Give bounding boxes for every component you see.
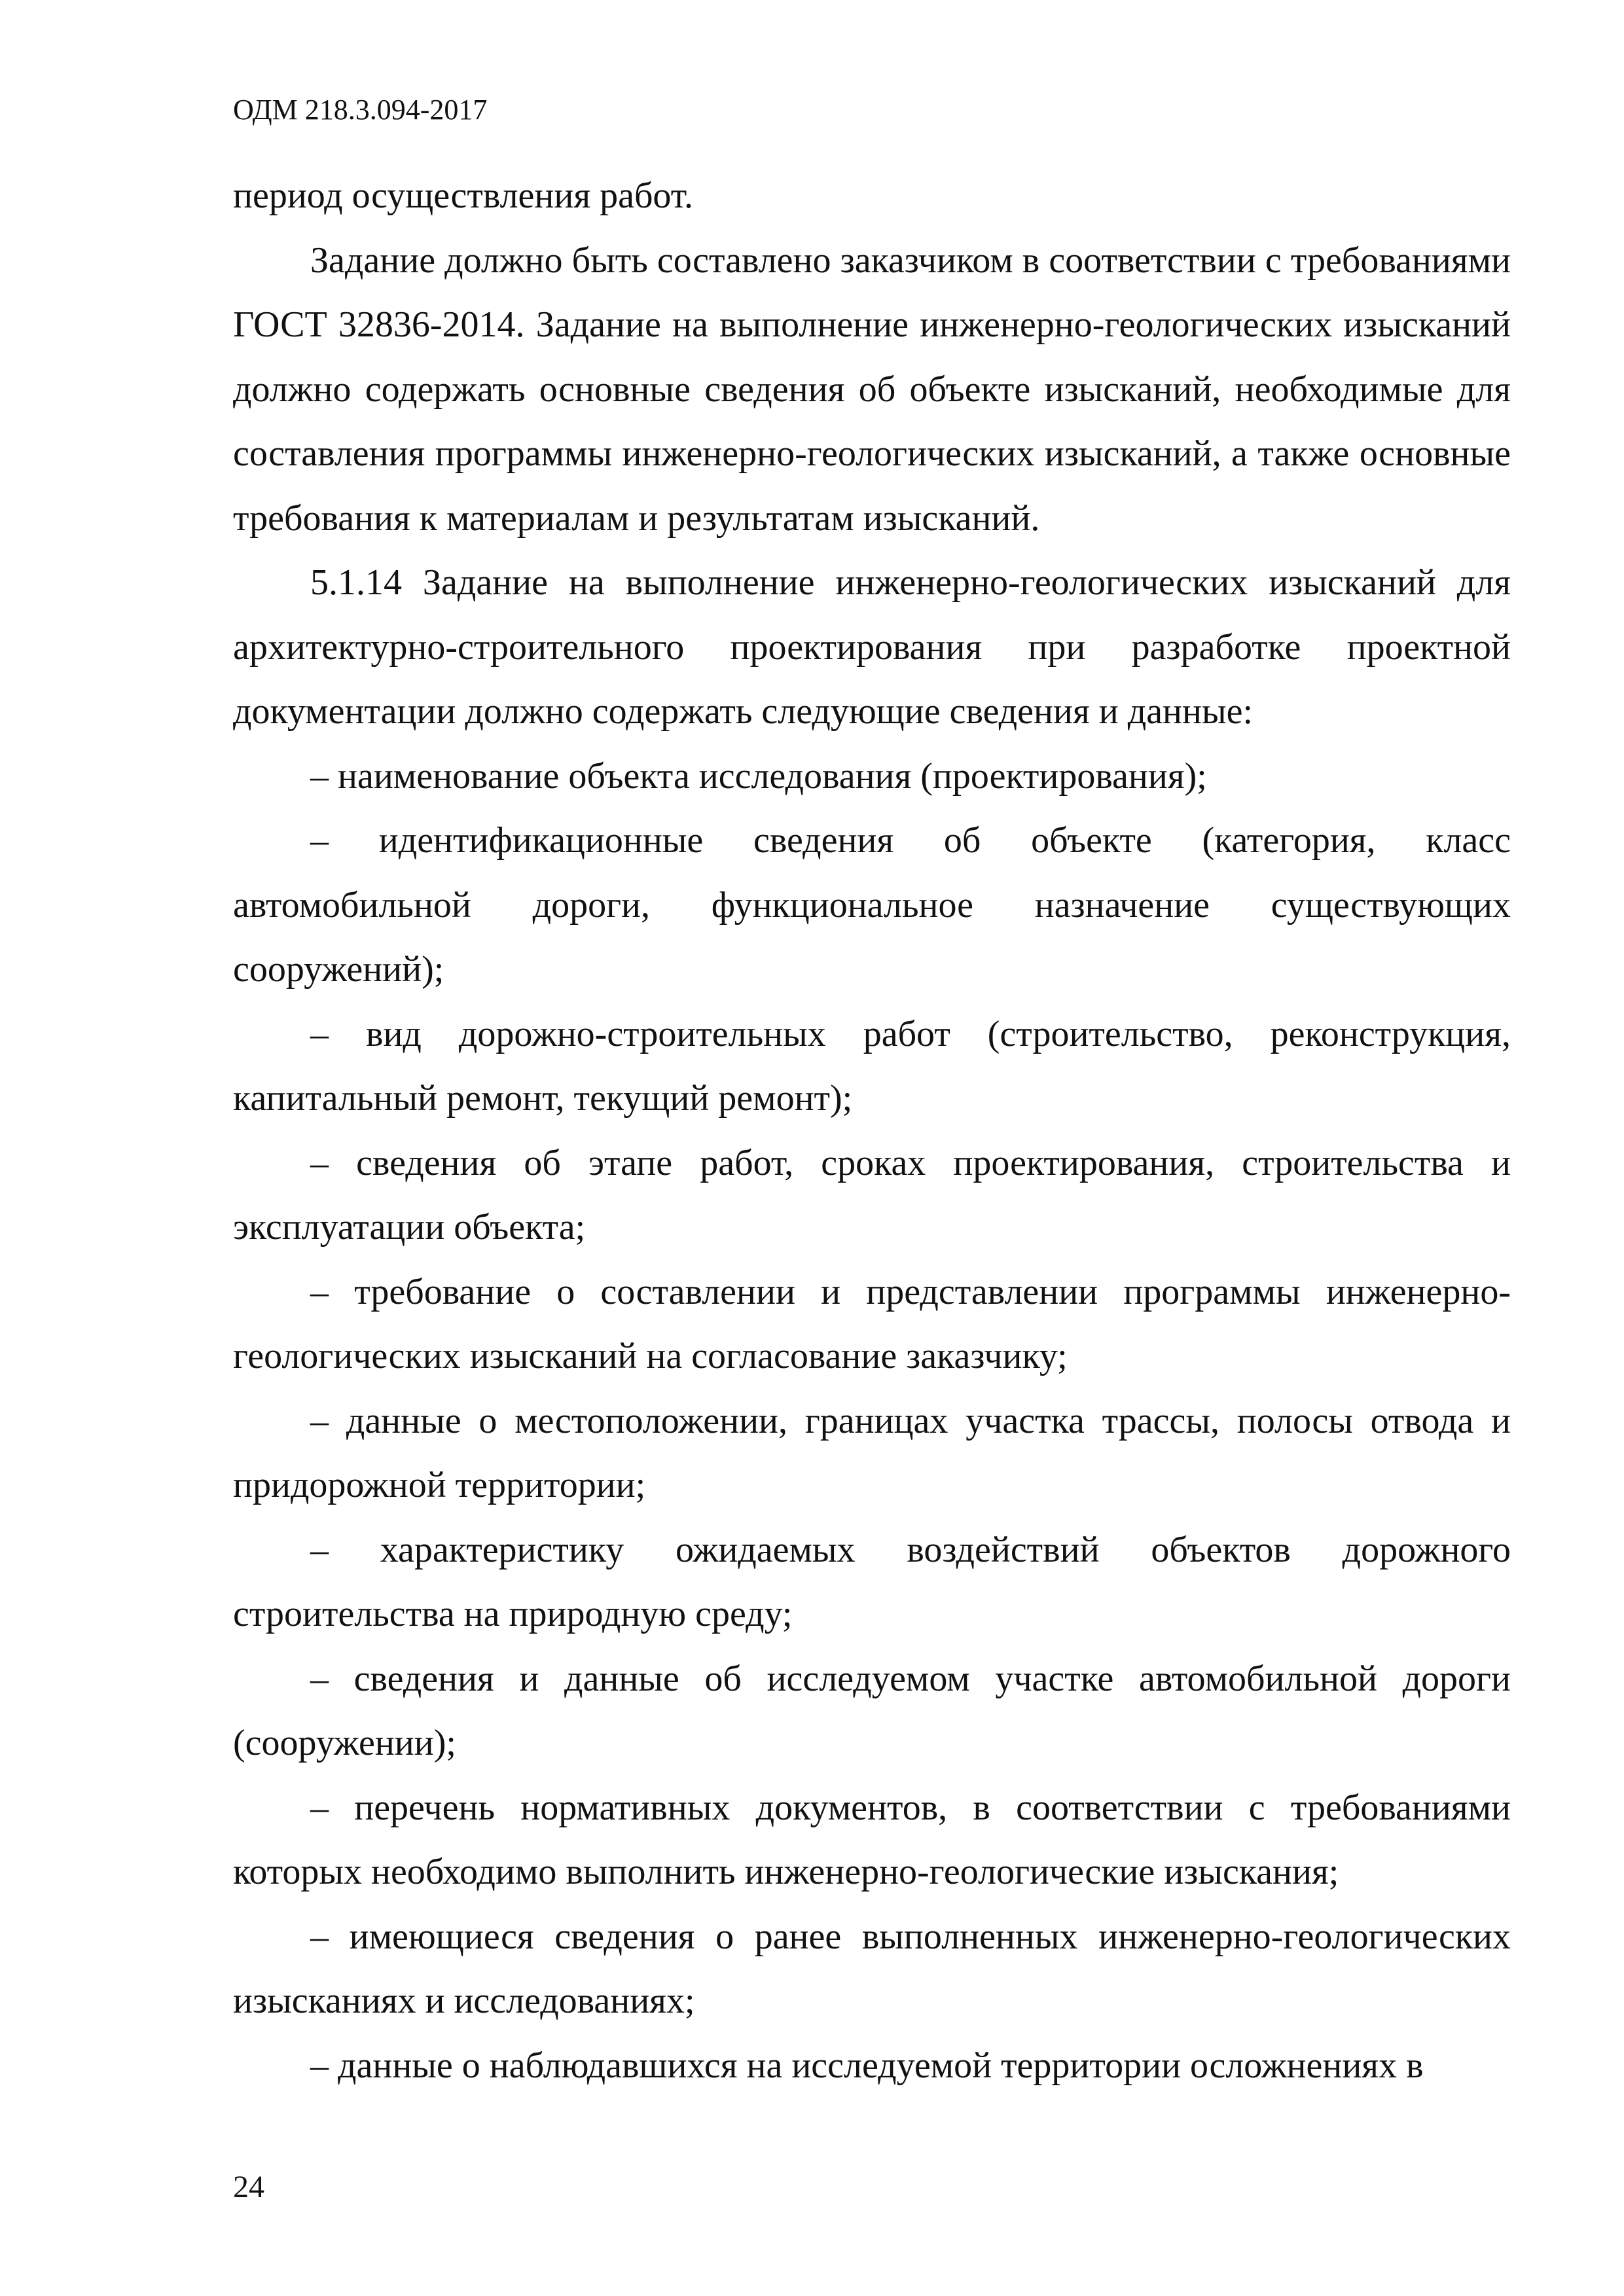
page-number: 24 [233,2170,264,2204]
list-item: – характеристику ожидаемых воздействий объектов дорожного строительства на природную среду; [233,1529,1511,1634]
list-item: – имеющиеся сведения о ранее выполненных инженерно-геологических изысканиях и исследованиях; [233,1916,1511,2021]
list-item: – данные о местоположении, границах участка трассы, полосы отвода и придорожной территории; [233,1400,1511,1505]
list-item: – сведения об этапе работ, сроках проектирования, строительства и эксплуатации объекта; [233,1142,1511,1247]
document-code-header: ОДМ 218.3.094-2017 [233,94,488,126]
list-item: – идентификационные сведения об объекте (категория, класс автомобильной дороги, функциональное назначение существующих сооружений); [233,820,1511,990]
list-item: – требование о составлении и представлении программы инженерно-геологических изысканий на согласование заказчику; [233,1271,1511,1376]
list-item: – вид дорожно-строительных работ (строительство, реконструкция, капитальный ремонт, текущий ремонт); [233,1013,1511,1119]
list-item: – перечень нормативных документов, в соответствии с требованиями которых необходимо выполнить инженерно-геологические изыскания; [233,1787,1511,1892]
body-text [233,164,1511,2098]
list-item: – наименование объекта исследования (проектирования); [310,755,1207,797]
paragraph-continuation: период осуществления работ. [233,175,693,216]
list-item: – сведения и данные об исследуемом участке автомобильной дороги (сооружении); [233,1658,1511,1763]
paragraph-task-requirements: Задание должно быть составлено заказчиком в соответствии с требованиями ГОСТ 32836-2014. Задание на выполнение инженерно-геологических изысканий должно содержать основные сведения об объекте изысканий, необходимые для составления программы инженерно-геологических изысканий, а также основные требования к материалам и результатам изысканий. [233,240,1511,539]
paragraph-5-1-14: 5.1.14 Задание на выполнение инженерно-геологических изысканий для архитектурно-строительного проектирования при разработке проектной документации должно содержать следующие сведения и данные: [233,562,1511,732]
list-item: – данные о наблюдавшихся на исследуемой территории осложнениях в [310,2045,1424,2086]
